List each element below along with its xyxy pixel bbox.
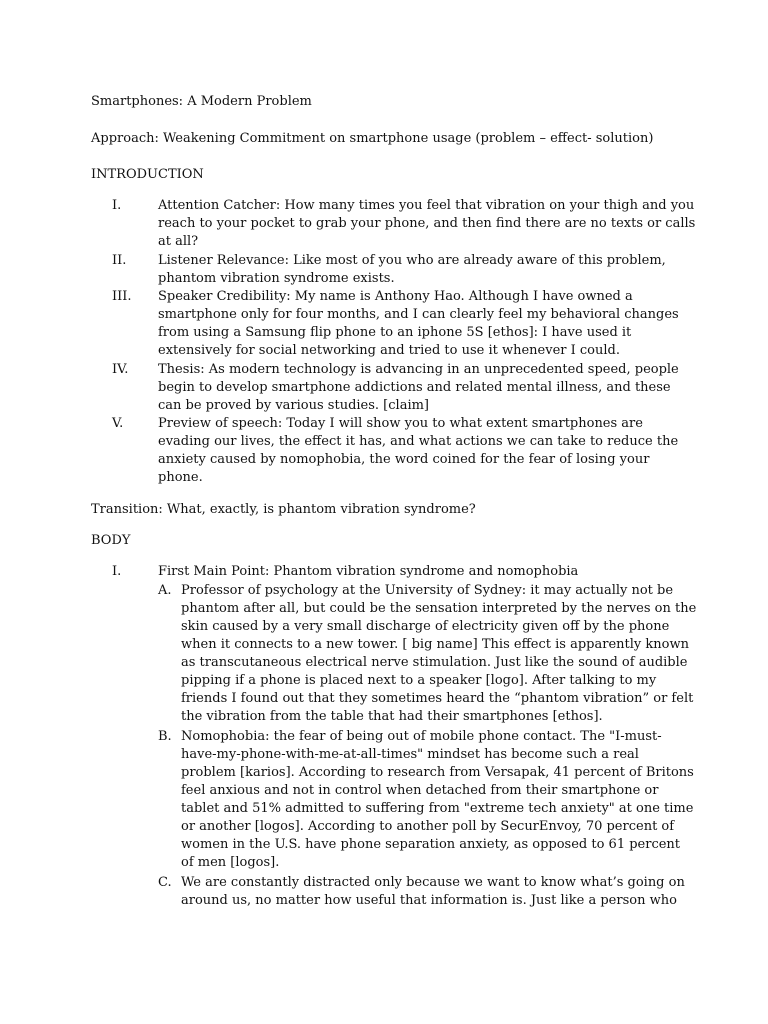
text-line: of men [logos].	[181, 855, 280, 870]
sub-point-text	[181, 728, 701, 872]
text-line: Speaker Credibility: My name is Anthony Hao. Although I have owned a	[158, 289, 633, 304]
text-line: Preview of speech: Today I will show you to what extent smartphones are	[158, 416, 643, 431]
text-line: friends I found out that they sometimes heard the “phantom vibration” or felt	[181, 691, 694, 706]
sub-point-letter: C.	[158, 875, 172, 890]
intro-item-number: II.	[112, 253, 127, 268]
text-line: Nomophobia: the fear of being out of mobile phone contact. The "I-must-	[181, 729, 662, 744]
text-line: pipping if a phone is placed next to a speaker [logo]. After talking to my	[181, 673, 657, 688]
text-line: can be proved by various studies. [claim]	[158, 398, 430, 413]
text-line: phone.	[158, 470, 203, 485]
intro-item-text	[158, 252, 698, 288]
text-line: when it connects to a new tower. [ big name] This effect is apparently known	[181, 637, 689, 652]
main-point-number: I.	[112, 564, 122, 579]
text-line: as transcutaneous electrical nerve stimulation. Just like the sound of audible	[181, 655, 688, 670]
text-line: We are constantly distracted only because we want to know what’s going on	[181, 875, 685, 890]
intro-item-text	[158, 361, 698, 415]
main-point-text	[158, 563, 698, 581]
text-line: Thesis: As modern technology is advancing in an unprecedented speed, people	[158, 362, 679, 377]
sub-point-text	[181, 874, 701, 910]
approach-line: Approach: Weakening Commitment on smartphone usage (problem – effect- solution)	[91, 131, 654, 146]
transition-line: Transition: What, exactly, is phantom vibration syndrome?	[91, 502, 476, 517]
text-line: reach to your pocket to grab your phone, and then find there are no texts or calls	[158, 216, 696, 231]
text-line: smartphone only for four months, and I can clearly feel my behavioral changes	[158, 307, 679, 322]
text-line: Professor of psychology at the University of Sydney: it may actually not be	[181, 583, 674, 598]
intro-item-text	[158, 415, 698, 487]
sub-point-text	[181, 582, 701, 726]
intro-item-number: V.	[112, 416, 124, 431]
intro-item-number: I.	[112, 198, 122, 213]
sub-point-letter: A.	[158, 583, 172, 598]
text-line: at all?	[158, 234, 199, 249]
text-line: phantom vibration syndrome exists.	[158, 271, 395, 286]
text-line: around us, no matter how useful that information is. Just like a person who	[181, 893, 677, 908]
text-line: Listener Relevance: Like most of you who are already aware of this problem,	[158, 253, 666, 268]
text-line: the vibration from the table that had their smartphones [ethos].	[181, 709, 603, 724]
text-line: from using a Samsung flip phone to an iphone 5S [ethos]: I have used it	[158, 325, 632, 340]
text-line: feel anxious and not in control when detached from their smartphone or	[181, 783, 659, 798]
text-line: extensively for social networking and tried to use it whenever I could.	[158, 343, 620, 358]
text-line: women in the U.S. have phone separation anxiety, as opposed to 61 percent	[181, 837, 681, 852]
text-line: have-my-phone-with-me-at-all-times" mindset has become such a real	[181, 747, 639, 762]
intro-item-number: IV.	[112, 362, 129, 377]
text-line: evading our lives, the effect it has, and what actions we can take to reduce the	[158, 434, 679, 449]
document-title: Smartphones: A Modern Problem	[91, 94, 312, 109]
text-line: Attention Catcher: How many times you feel that vibration on your thigh and you	[158, 198, 695, 213]
body-heading: BODY	[91, 533, 131, 548]
text-line: begin to develop smartphone addictions and related mental illness, and these	[158, 380, 671, 395]
text-line: anxiety caused by nomophobia, the word coined for the fear of losing your	[158, 452, 650, 467]
sub-point-letter: B.	[158, 729, 172, 744]
intro-item-text	[158, 197, 698, 251]
text-line: phantom after all, but could be the sensation interpreted by the nerves on the	[181, 601, 697, 616]
text-line: First Main Point: Phantom vibration syndrome and nomophobia	[158, 564, 579, 579]
text-line: skin caused by a very small discharge of electricity given off by the phone	[181, 619, 670, 634]
text-line: tablet and 51% admitted to suffering from "extreme tech anxiety" at one time	[181, 801, 694, 816]
intro-item-number: III.	[112, 289, 132, 304]
intro-item-text	[158, 288, 698, 360]
text-line: or another [logos]. According to another poll by SecurEnvoy, 70 percent of	[181, 819, 675, 834]
text-line: problem [karios]. According to research from Versapak, 41 percent of Britons	[181, 765, 694, 780]
intro-heading: INTRODUCTION	[91, 167, 204, 182]
